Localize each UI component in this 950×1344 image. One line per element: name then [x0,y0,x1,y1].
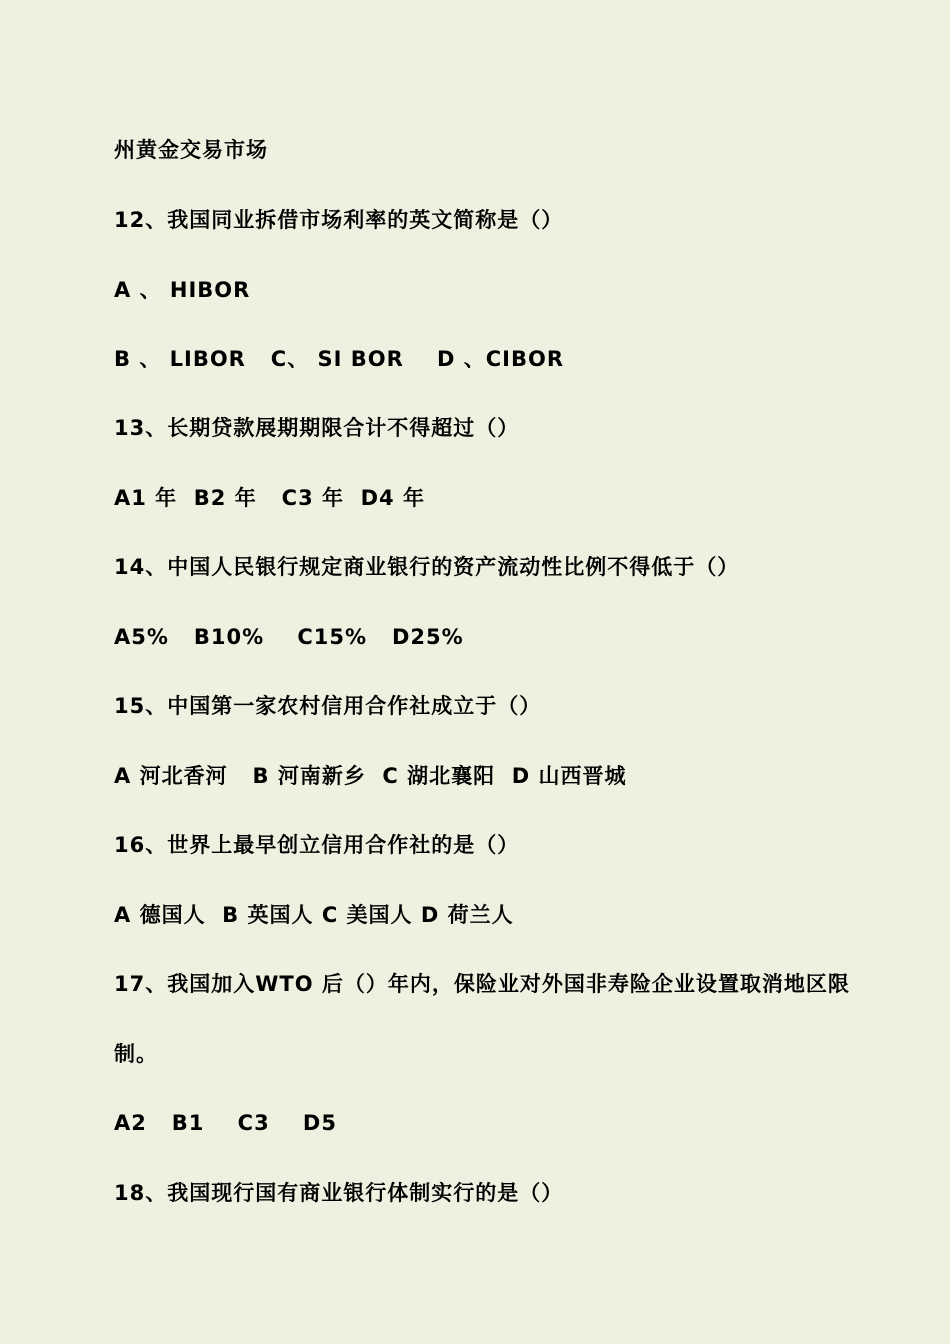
options-17: A2 B1 C3 D5 [114,1111,337,1135]
question-18: 18、我国现行国有商业银行体制实行的是（） [114,1181,564,1205]
question-15: 15、中国第一家农村信用合作社成立于（） [114,694,542,718]
question-14: 14、中国人民银行规定商业银行的资产流动性比例不得低于（） [114,555,740,579]
question-12: 12、我国同业拆借市场利率的英文简称是（） [114,208,564,232]
options-14: A5% B10% C15% D25% [114,625,464,649]
options-12-a: A 、 HIBOR [114,278,251,302]
question-13: 13、长期贷款展期期限合计不得超过（） [114,416,520,440]
options-12-bcd: B 、 LIBOR C、 SI BOR D 、CIBOR [114,347,565,371]
options-16: A 德国人 B 英国人 C 美国人 D 荷兰人 [114,903,514,927]
options-15: A 河北香河 B 河南新乡 C 湖北襄阳 D 山西晋城 [114,764,627,788]
question-17: 17、我国加入WTO 后（）年内，保险业对外国非寿险企业设置取消地区限 [114,972,850,996]
question-17-continued: 制。 [114,1042,158,1066]
text-line: 州黄金交易市场 [114,138,268,162]
options-13: A1 年 B2 年 C3 年 D4 年 [114,486,425,510]
question-16: 16、世界上最早创立信用合作社的是（） [114,833,520,857]
